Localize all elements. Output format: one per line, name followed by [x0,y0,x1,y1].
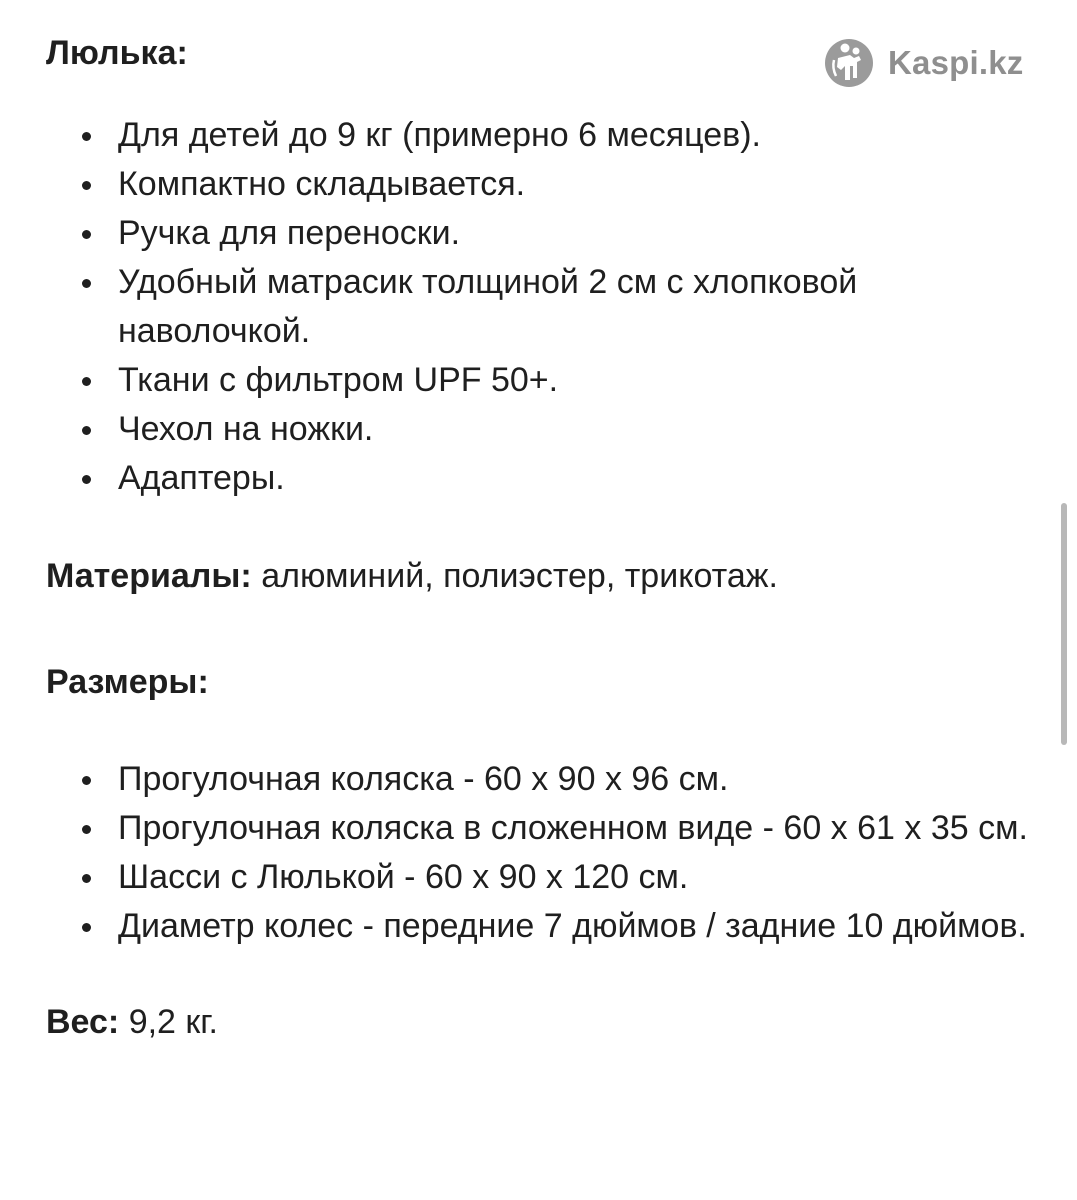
materials-label: Материалы: [46,557,252,595]
list-item: Диаметр колес - передние 7 дюймов / задние 10 дюймов. [46,902,1036,951]
list-item: Для детей до 9 кг (примерно 6 месяцев). [46,111,1036,160]
lyulka-heading: Люлька: [46,34,188,72]
materials-value: алюминий, полиэстер, трикотаж. [251,557,778,595]
sizes-heading: Размеры: [46,663,209,701]
weight-line [46,999,1036,1045]
weight-value: 9,2 кг. [119,1003,218,1041]
product-description [46,30,1036,1045]
materials-line [46,553,1036,599]
list-item: Компактно складывается. [46,160,1036,209]
list-item: Шасси с Люлькой - 60 х 90 х 120 см. [46,853,1036,902]
lyulka-features-list [46,111,1036,503]
list-item: Прогулочная коляска в сложенном виде - 60 х 61 х 35 см. [46,804,1036,853]
list-item: Удобный матрасик толщиной 2 см с хлопковой наволочкой. [46,258,1036,356]
vertical-scrollbar[interactable] [1061,503,1067,745]
list-item: Чехол на ножки. [46,405,1036,454]
list-item: Прогулочная коляска - 60 х 90 х 96 см. [46,755,1036,804]
weight-label: Вес: [46,1003,120,1041]
list-item: Адаптеры. [46,454,1036,503]
kaspi-brand-text: Kaspi.kz [888,44,1024,81]
list-item: Ткани с фильтром UPF 50+. [46,356,1036,405]
sizes-list [46,755,1036,951]
list-item: Ручка для переноски. [46,209,1036,258]
